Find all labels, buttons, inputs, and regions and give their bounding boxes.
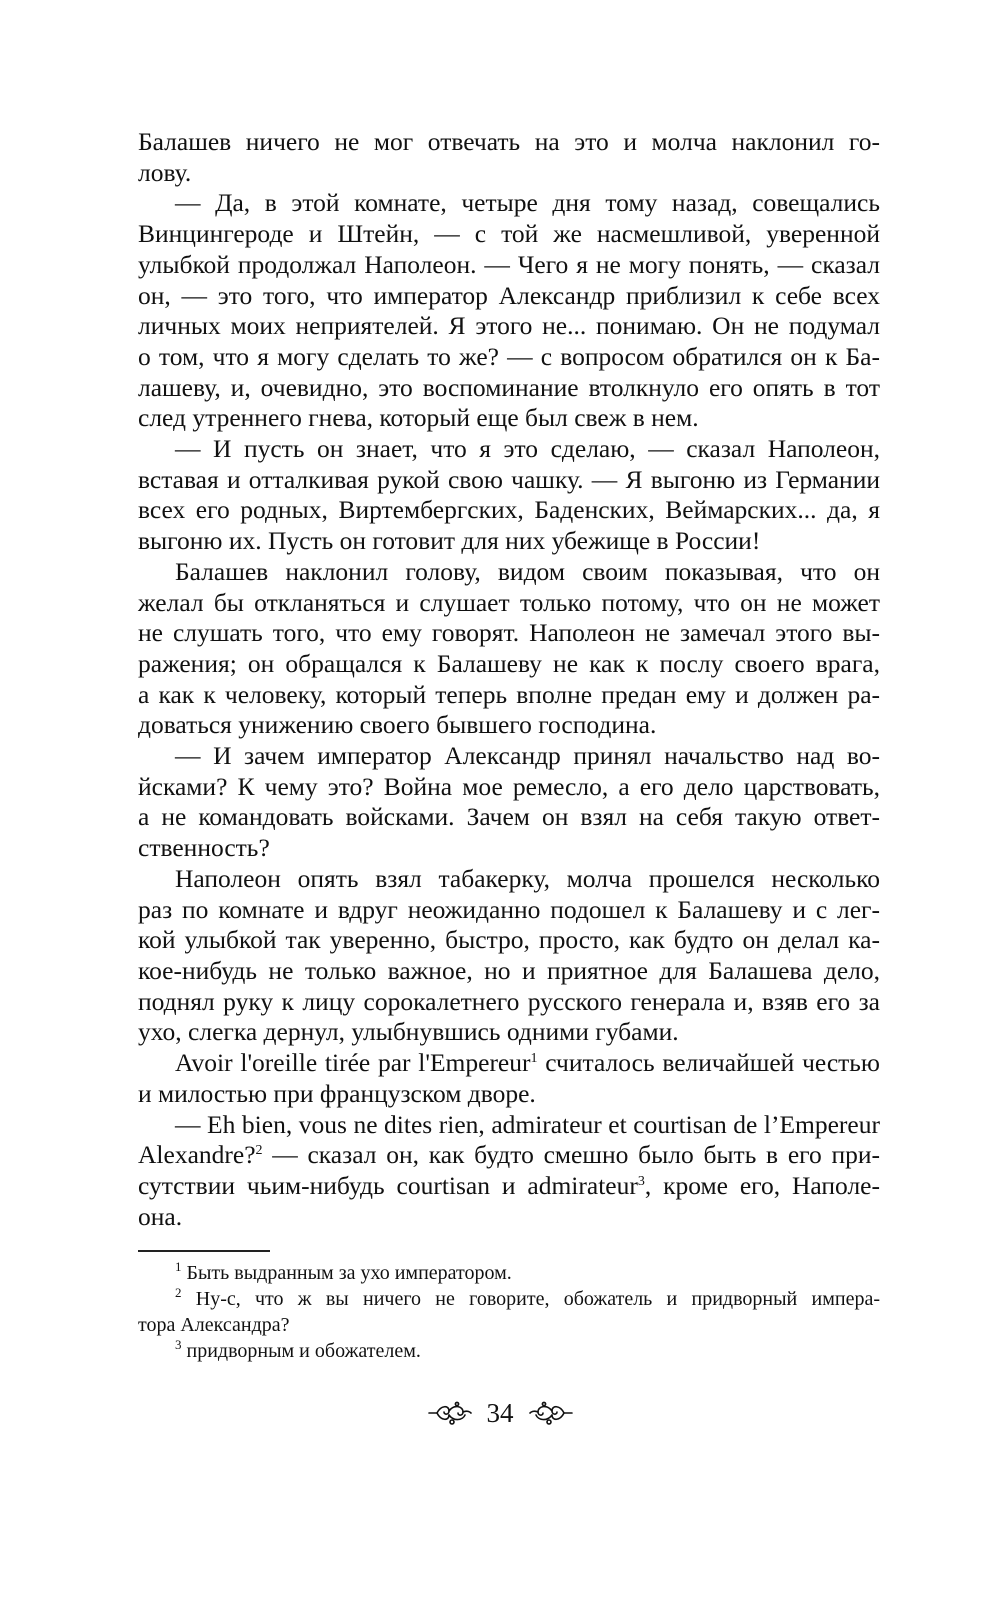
footnote-line bbox=[138, 1338, 880, 1364]
footnote-line bbox=[138, 1260, 880, 1286]
text-line: о том, что я могу сделать то же? — с вопросом обратился он к Ба- bbox=[138, 341, 880, 371]
footnote-line bbox=[138, 1286, 880, 1312]
text-line: кое-нибудь не только важное, но и приятное для Балашева дело, bbox=[138, 955, 880, 985]
footnote-text: Ну-с, что ж вы ничего не говорите, обожатель и придворный импера- bbox=[181, 1288, 880, 1310]
text-segment: сутствии чьим-нибудь courtisan и admirateur bbox=[138, 1170, 638, 1200]
footnotes bbox=[138, 1260, 880, 1364]
paragraph bbox=[138, 1110, 880, 1233]
footnote-ref: 2 bbox=[255, 1143, 263, 1159]
text-segment: , кроме его, Наполе- bbox=[644, 1170, 880, 1200]
text-line: выгоню их. Пусть он готовит для них убежище в России! bbox=[138, 526, 761, 556]
text-line: Балашев наклонил голову, видом своим показывая, что он bbox=[175, 556, 880, 586]
text-line bbox=[138, 1171, 880, 1202]
text-line: ражения; он обращался к Балашеву не как к послу своего врага, bbox=[138, 648, 880, 678]
text-line: он, — это того, что император Александр приблизил к себе всех bbox=[138, 280, 880, 310]
footnote-ref: 3 bbox=[637, 1173, 645, 1189]
page-number: 34 bbox=[486, 1398, 514, 1428]
footnote-text: Быть выдранным за ухо императором. bbox=[181, 1262, 512, 1284]
paragraph bbox=[138, 557, 880, 741]
text-segment: Avoir l'oreille tirée par l'Empereur bbox=[175, 1048, 531, 1078]
page-footer bbox=[0, 1393, 1000, 1433]
text-line: а как к человеку, который теперь вполне предан ему и должен ра- bbox=[138, 679, 880, 709]
main-text bbox=[138, 127, 880, 1232]
text-line: личных моих неприятелей. Я этого не... понимаю. Он не подумал bbox=[138, 311, 880, 341]
footnote-number: 1 bbox=[175, 1259, 182, 1274]
text-line: йсками? К чему это? Война мое ремесло, а его дело царствовать, bbox=[138, 771, 880, 801]
text-line: — И пусть он знает, что я это сделаю, — сказал Наполеон, bbox=[175, 434, 880, 464]
footnote-line: тора Александра? bbox=[138, 1314, 290, 1336]
text-line: Наполеон опять взял табакерку, молча прошелся несколько bbox=[175, 863, 880, 893]
text-line: лову. bbox=[138, 157, 192, 187]
text-line bbox=[138, 1140, 880, 1171]
paragraph bbox=[138, 1048, 880, 1109]
text-line: не слушать того, что ему говорят. Наполеон не замечал этого вы- bbox=[138, 618, 880, 648]
text-line: ухо, слегка дернул, улыбнувшись одними губами. bbox=[138, 1017, 679, 1047]
text-line: — И зачем император Александр принял начальство над во- bbox=[175, 741, 880, 771]
floral-ornament-icon bbox=[528, 1400, 574, 1426]
text-line: Балашев ничего не мог отвечать на это и молча наклонил го- bbox=[138, 127, 880, 156]
footnote-number: 3 bbox=[175, 1337, 182, 1352]
text-line: ственность? bbox=[138, 833, 270, 863]
footnote-separator bbox=[138, 1250, 270, 1252]
text-line: улыбкой продолжал Наполеон. — Чего я не могу понять, — сказал bbox=[138, 249, 880, 279]
text-line: доваться унижению своего бывшего господина. bbox=[138, 710, 657, 740]
text-line bbox=[138, 1048, 880, 1079]
text-segment: считалось величайшей честью bbox=[537, 1048, 880, 1078]
text-line: — Да, в этой комнате, четыре дня тому назад, совещались bbox=[175, 188, 880, 218]
text-line: след утреннего гнева, который еще был свеж в нем. bbox=[138, 403, 699, 433]
text-line: поднял руку к лицу сорокалетнего русского генерала и, взяв его за bbox=[138, 986, 880, 1016]
paragraph bbox=[138, 864, 880, 1048]
footnote bbox=[138, 1286, 880, 1338]
text-line: желал бы откланяться и слушает только потому, что он не может bbox=[138, 587, 880, 617]
text-line: Винцингероде и Штейн, — с той же насмешливой, уверенной bbox=[138, 219, 880, 249]
floral-ornament-icon bbox=[427, 1400, 473, 1426]
footnote-ref: 1 bbox=[530, 1051, 538, 1067]
footnote bbox=[138, 1260, 880, 1286]
text-segment: Alexandre? bbox=[138, 1140, 256, 1170]
footnote-text: придворным и обожателем. bbox=[181, 1340, 421, 1362]
footnote bbox=[138, 1338, 880, 1364]
text-line: она. bbox=[138, 1201, 183, 1231]
text-line: — Eh bien, vous ne dites rien, admirateur et courtisan de l’Empereur bbox=[175, 1109, 880, 1139]
text-line: лашеву, и, очевидно, это воспоминание втолкнуло его опять в тот bbox=[138, 372, 880, 402]
text-line: кой улыбкой так уверенно, быстро, просто, как будто он делал ка- bbox=[138, 925, 880, 955]
text-line: а не командовать войсками. Зачем он взял на себя такую ответ- bbox=[138, 802, 880, 832]
text-line: вставая и отталкивая рукой свою чашку. — Я выгоню из Германии bbox=[138, 464, 880, 494]
text-line: раз по комнате и вдруг неожиданно подошел к Балашеву и с лег- bbox=[138, 894, 880, 924]
paragraph bbox=[138, 741, 880, 864]
text-line: всех его родных, Виртембергских, Баденских, Веймарских... да, я bbox=[138, 495, 880, 525]
footnote-number: 2 bbox=[175, 1285, 182, 1300]
text-line: и милостью при французском дворе. bbox=[138, 1078, 536, 1108]
paragraph bbox=[138, 188, 880, 434]
paragraph bbox=[138, 127, 880, 188]
paragraph bbox=[138, 434, 880, 557]
text-segment: — сказал он, как будто смешно было быть в его при- bbox=[262, 1140, 880, 1170]
